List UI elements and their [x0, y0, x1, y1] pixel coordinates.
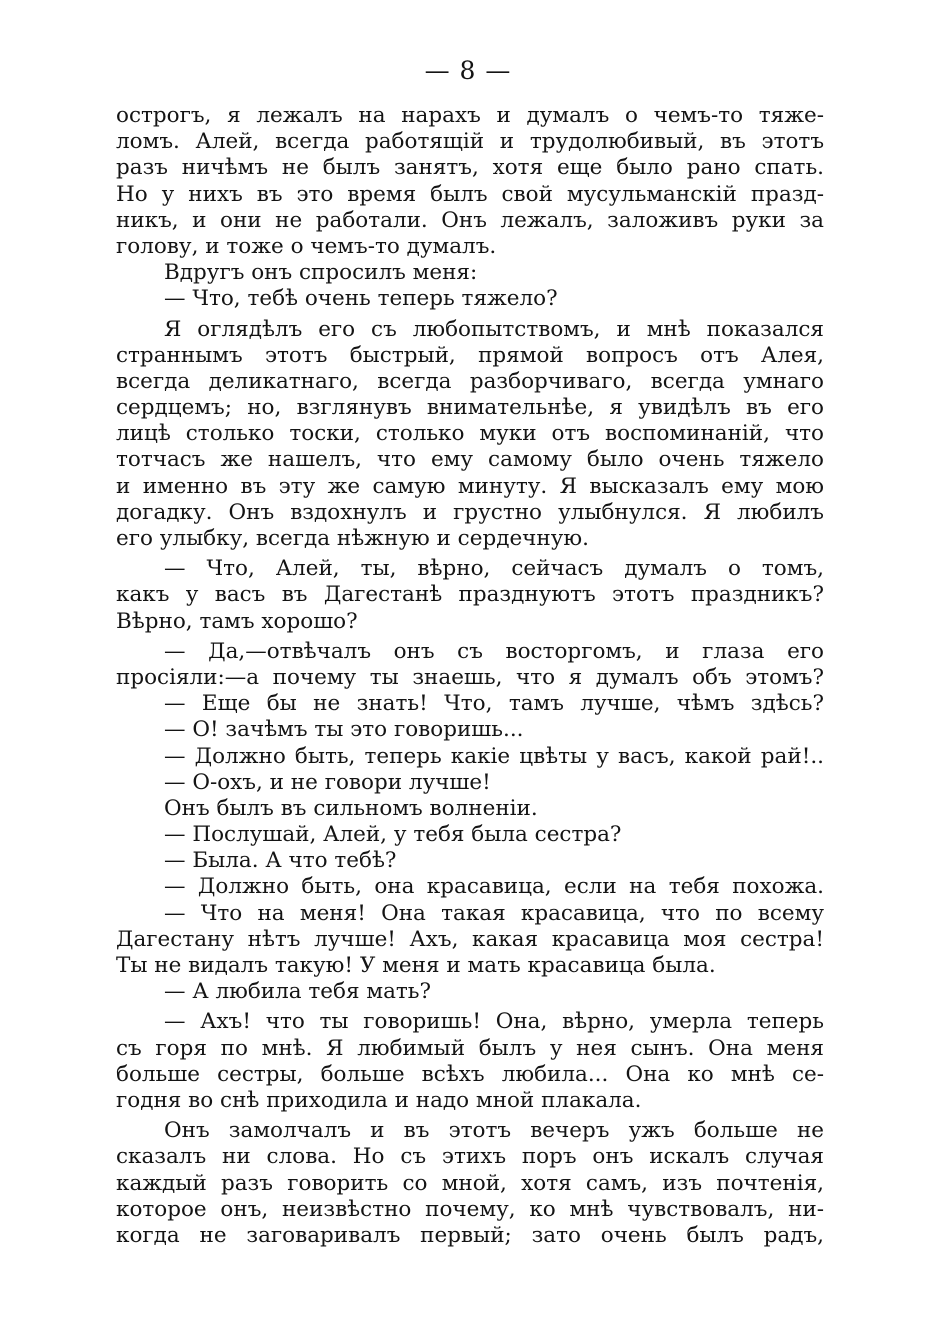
text-line: Дагестану нѣтъ лучше! Ахъ, какая красавица моя сестра!: [116, 926, 824, 952]
text-line: — Что, Алей, ты, вѣрно, сейчасъ думалъ о томъ,: [164, 556, 824, 582]
text-line: — Была. А что тебѣ?: [164, 848, 397, 874]
text-line: — О! зачѣмъ ты это говоришь...: [164, 717, 524, 743]
text-line: разъ ничѣмъ не былъ занятъ, хотя еще было рано спать.: [116, 155, 824, 181]
text-line: — Послушай, Алей, у тебя была сестра?: [164, 822, 622, 848]
text-line: сказалъ ни слова. Но съ этихъ поръ онъ искалъ случая: [116, 1144, 824, 1170]
text-line: ломъ. Алей, всегда работящій и трудолюбивый, въ этотъ: [116, 129, 824, 155]
text-line: всегда деликатнаго, всегда разборчиваго, всегда умнаго: [116, 368, 824, 394]
text-line: — Должно быть, теперь какіе цвѣты у васъ, какой рай!..: [164, 743, 824, 769]
page-number: — 8 —: [424, 56, 512, 85]
text-line: просіяли:—а почему ты знаешь, что я думалъ объ этомъ?: [116, 664, 824, 690]
text-line: острогъ, я лежалъ на нарахъ и думалъ о чемъ-то тяже-: [116, 103, 824, 128]
text-line: какъ у васъ въ Дагестанѣ празднуютъ этотъ праздникъ?: [116, 582, 824, 608]
text-line: — Должно быть, она красавица, если на тебя похожа.: [164, 874, 824, 900]
text-line: — О-охъ, и не говори лучше!: [164, 769, 491, 795]
text-line: которое онъ, неизвѣстно почему, ко мнѣ чувствовалъ, ни-: [116, 1196, 824, 1222]
text-line: больше сестры, больше всѣхъ любила... Она ко мнѣ се-: [116, 1061, 824, 1087]
text-line: лицѣ столько тоски, столько муки отъ воспоминаній, что: [116, 421, 824, 447]
text-line: Я оглядѣлъ его съ любопытствомъ, и мнѣ показался: [164, 316, 824, 342]
text-line: и именно въ эту же самую минуту. Я высказалъ ему мою: [116, 473, 824, 499]
body-text: [116, 103, 824, 1249]
text-line: Ты не видалъ такую! У меня и мать красавица была.: [116, 953, 716, 978]
text-line: сердцемъ; но, взглянувъ внимательнѣе, я увидѣлъ въ его: [116, 395, 824, 421]
text-line: съ горя по мнѣ. Я любимый былъ у нея сынъ. Она меня: [116, 1035, 824, 1061]
text-line: годня во снѣ приходила и надо мной плакала.: [116, 1087, 642, 1113]
text-line: догадку. Онъ вздохнулъ и грустно улыбнулся. Я любилъ: [116, 499, 824, 525]
text-line: тотчасъ же нашелъ, что ему самому было очень тяжело: [116, 447, 824, 473]
text-line: — Что на меня! Она такая красавица, что по всему: [164, 900, 824, 926]
text-line: Вдругъ онъ спросилъ меня:: [164, 260, 478, 286]
text-line: голову, и тоже о чемъ-то думалъ.: [116, 233, 497, 259]
text-line: — Еще бы не знать! Что, тамъ лучше, чѣмъ здѣсь?: [164, 691, 824, 717]
text-line: — Что, тебѣ очень теперь тяжело?: [164, 286, 558, 312]
text-line: никъ, и они не работали. Онъ лежалъ, заложивъ руки за: [116, 207, 824, 233]
text-line: — А любила тебя мать?: [164, 979, 432, 1005]
text-line: Вѣрно, тамъ хорошо?: [116, 608, 358, 634]
text-line: страннымъ этотъ быстрый, прямой вопросъ отъ Алея,: [116, 342, 824, 368]
text-line: когда не заговаривалъ первый; зато очень былъ радъ,: [116, 1222, 824, 1248]
text-line: Онъ былъ въ сильномъ волненіи.: [164, 795, 538, 821]
text-line: — Да,—отвѣчалъ онъ съ восторгомъ, и глаза его: [164, 638, 824, 664]
text-line: Онъ замолчалъ и въ этотъ вечеръ ужъ больше не: [164, 1118, 824, 1144]
text-line: каждый разъ говорить со мной, хотя самъ, изъ почтенія,: [116, 1170, 824, 1196]
text-line: Но у нихъ въ это время былъ свой мусульманскій празд-: [116, 181, 824, 207]
text-line: — Ахъ! что ты говоришь! Она, вѣрно, умерла теперь: [164, 1009, 824, 1035]
text-line: его улыбку, всегда нѣжную и сердечную.: [116, 526, 589, 551]
